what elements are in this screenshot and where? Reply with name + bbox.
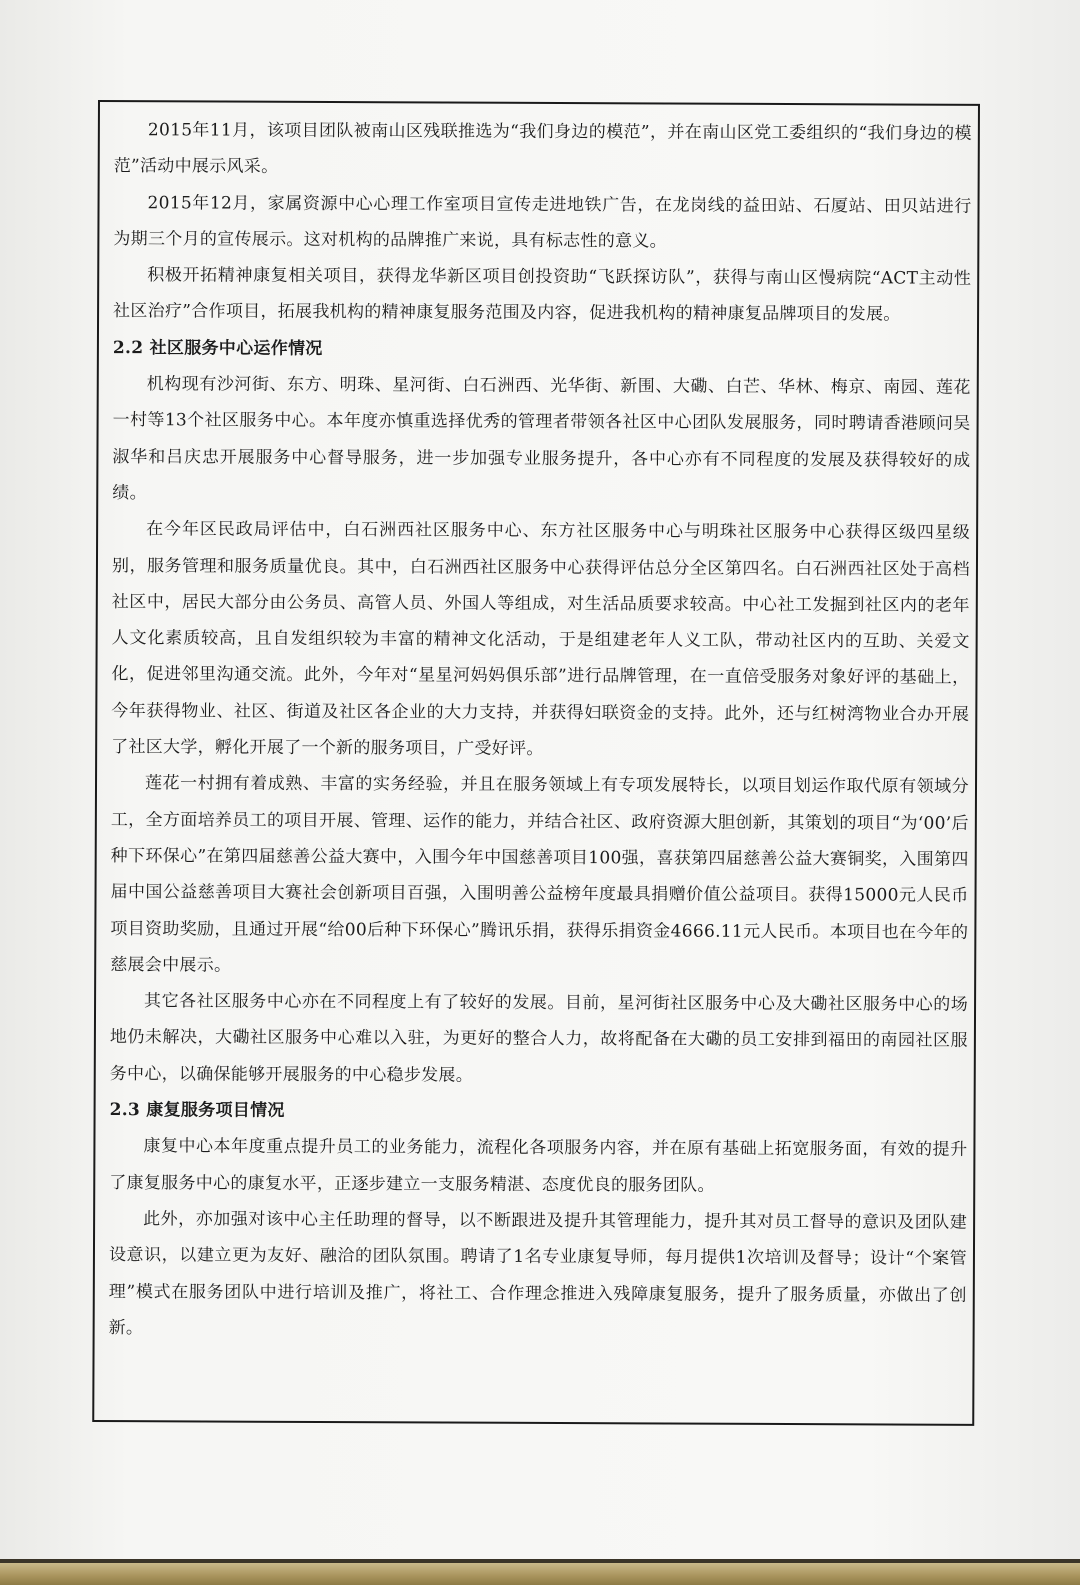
paragraph-rehab-center: 康复中心本年度重点提升员工的业务能力，流程化各项服务内容，并在原有基础上拓宽服务面，有效的提升了康复服务中心的康复水平，正逐步建立一支服务精湛、态度优良的服务团队。 <box>109 1136 968 1196</box>
paragraph-lianhua: 莲花一村拥有着成熟、丰富的实务经验，并且在服务领域上有专项发展特长，以项目划运作取代原有领域分工，全方面培养员工的项目开展、管理、运作的能力，并结合社区、政府资源大胆创新，其策划的项目“为‘00’后种下环保心”在第四届慈善公益大赛中，入围今年中国慈善项目100强，喜获第四届慈善公益大赛铜奖，入围第四届中国公益慈善项目大赛社会创新项目百强，入围明善公益榜年度最具捐赠价值公益项目。获得15000元人民币项目资助奖励，且通过开展“给00后种下环保心”腾讯乐捐，获得乐捐资金4666.11元人民币。本项目也在今年的慈展会中展示。 <box>110 773 970 976</box>
document-body <box>109 112 972 1350</box>
paragraph-2015-dec: 2015年12月，家属资源中心心理工作室项目宣传走进地铁广告，在龙岗线的益田站、石厦站、田贝站进行为期三个月的宣传展示。这对机构的品牌推广来说，具有标志性的意义。 <box>113 192 972 252</box>
section-heading-2-3: 2.3 康复服务项目情况 <box>109 1100 285 1121</box>
document-frame <box>92 100 980 1426</box>
section-heading-2-2: 2.2 社区服务中心运作情况 <box>112 337 323 359</box>
paragraph-2015-nov: 2015年11月，该项目团队被南山区残联推选为“我们身边的模范”，并在南山区党工委组织的“我们身边的模范”活动中展示风采。 <box>113 120 972 178</box>
paragraph-other-centers: 其它各社区服务中心亦在不同程度上有了较好的发展。目前，星河街社区服务中心及大磡社区服务中心的场地仍未解决，大磡社区服务中心难以入驻，为更好的整合人力，故将配备在大磡的员工安排到福田的南园社区服务中心，以确保能够开展服务的中心稳步发展。 <box>109 991 969 1086</box>
paragraph-supervision: 此外，亦加强对该中心主任助理的督导，以不断跟进及提升其管理能力，提升其对员工督导的意识及团队建设意识，以建立更为友好、融洽的团队氛围。聘请了1名专业康复导师，每月提供1次培训及督导；设计“个案管理”模式在服务团队中进行培训及推广，将社工、合作理念推进入残障康复服务，提升了服务质量，亦做出了创新。 <box>108 1209 968 1339</box>
paragraph-evaluation: 在今年区民政局评估中，白石洲西社区服务中心、东方社区服务中心与明珠社区服务中心获得区级四星级别，服务管理和服务质量优良。其中，白石洲西社区服务中心获得评估总分全区第四名。白石洲西社区处于高档社区中，居民大部分由公务员、高管人员、外国人等组成，对生活品质要求较高。中心社工发掘到社区内的老年人文化素质较高，且自发组织较为丰富的精神文化活动，于是组建老年人义工队，带动社区内的互助、关爱文化，促进邻里沟通交流。此外，今年对“星星河妈妈俱乐部”进行品牌管理，在一直倍受服务对象好评的基础上，今年获得物业、社区、街道及社区各企业的大力支持，并获得妇联资金的支持。此外，还与红树湾物业合办开展了社区大学，孵化开展了一个新的服务项目，广受好评。 <box>111 519 971 759</box>
paragraph-mental-rehab: 积极开拓精神康复相关项目，获得龙华新区项目创投资助“飞跃探访队”，获得与南山区慢病院“ACT主动性社区治疗”合作项目，拓展我机构的精神康复服务范围及内容，促进我机构的精神康复品牌项目的发展。 <box>113 265 972 325</box>
scan-table-surface <box>0 1563 1080 1585</box>
paragraph-centers: 机构现有沙河街、东方、明珠、星河街、白石洲西、光华街、新围、大磡、白芒、华林、梅京、南园、莲花一村等13个社区服务中心。本年度亦慎重选择优秀的管理者带领各社区中心团队发展服务，同时聘请香港顾问吴淑华和吕庆忠开展服务中心督导服务，进一步加强专业服务提升，各中心亦有不同程度的发展及获得较好的成绩。 <box>112 374 971 504</box>
